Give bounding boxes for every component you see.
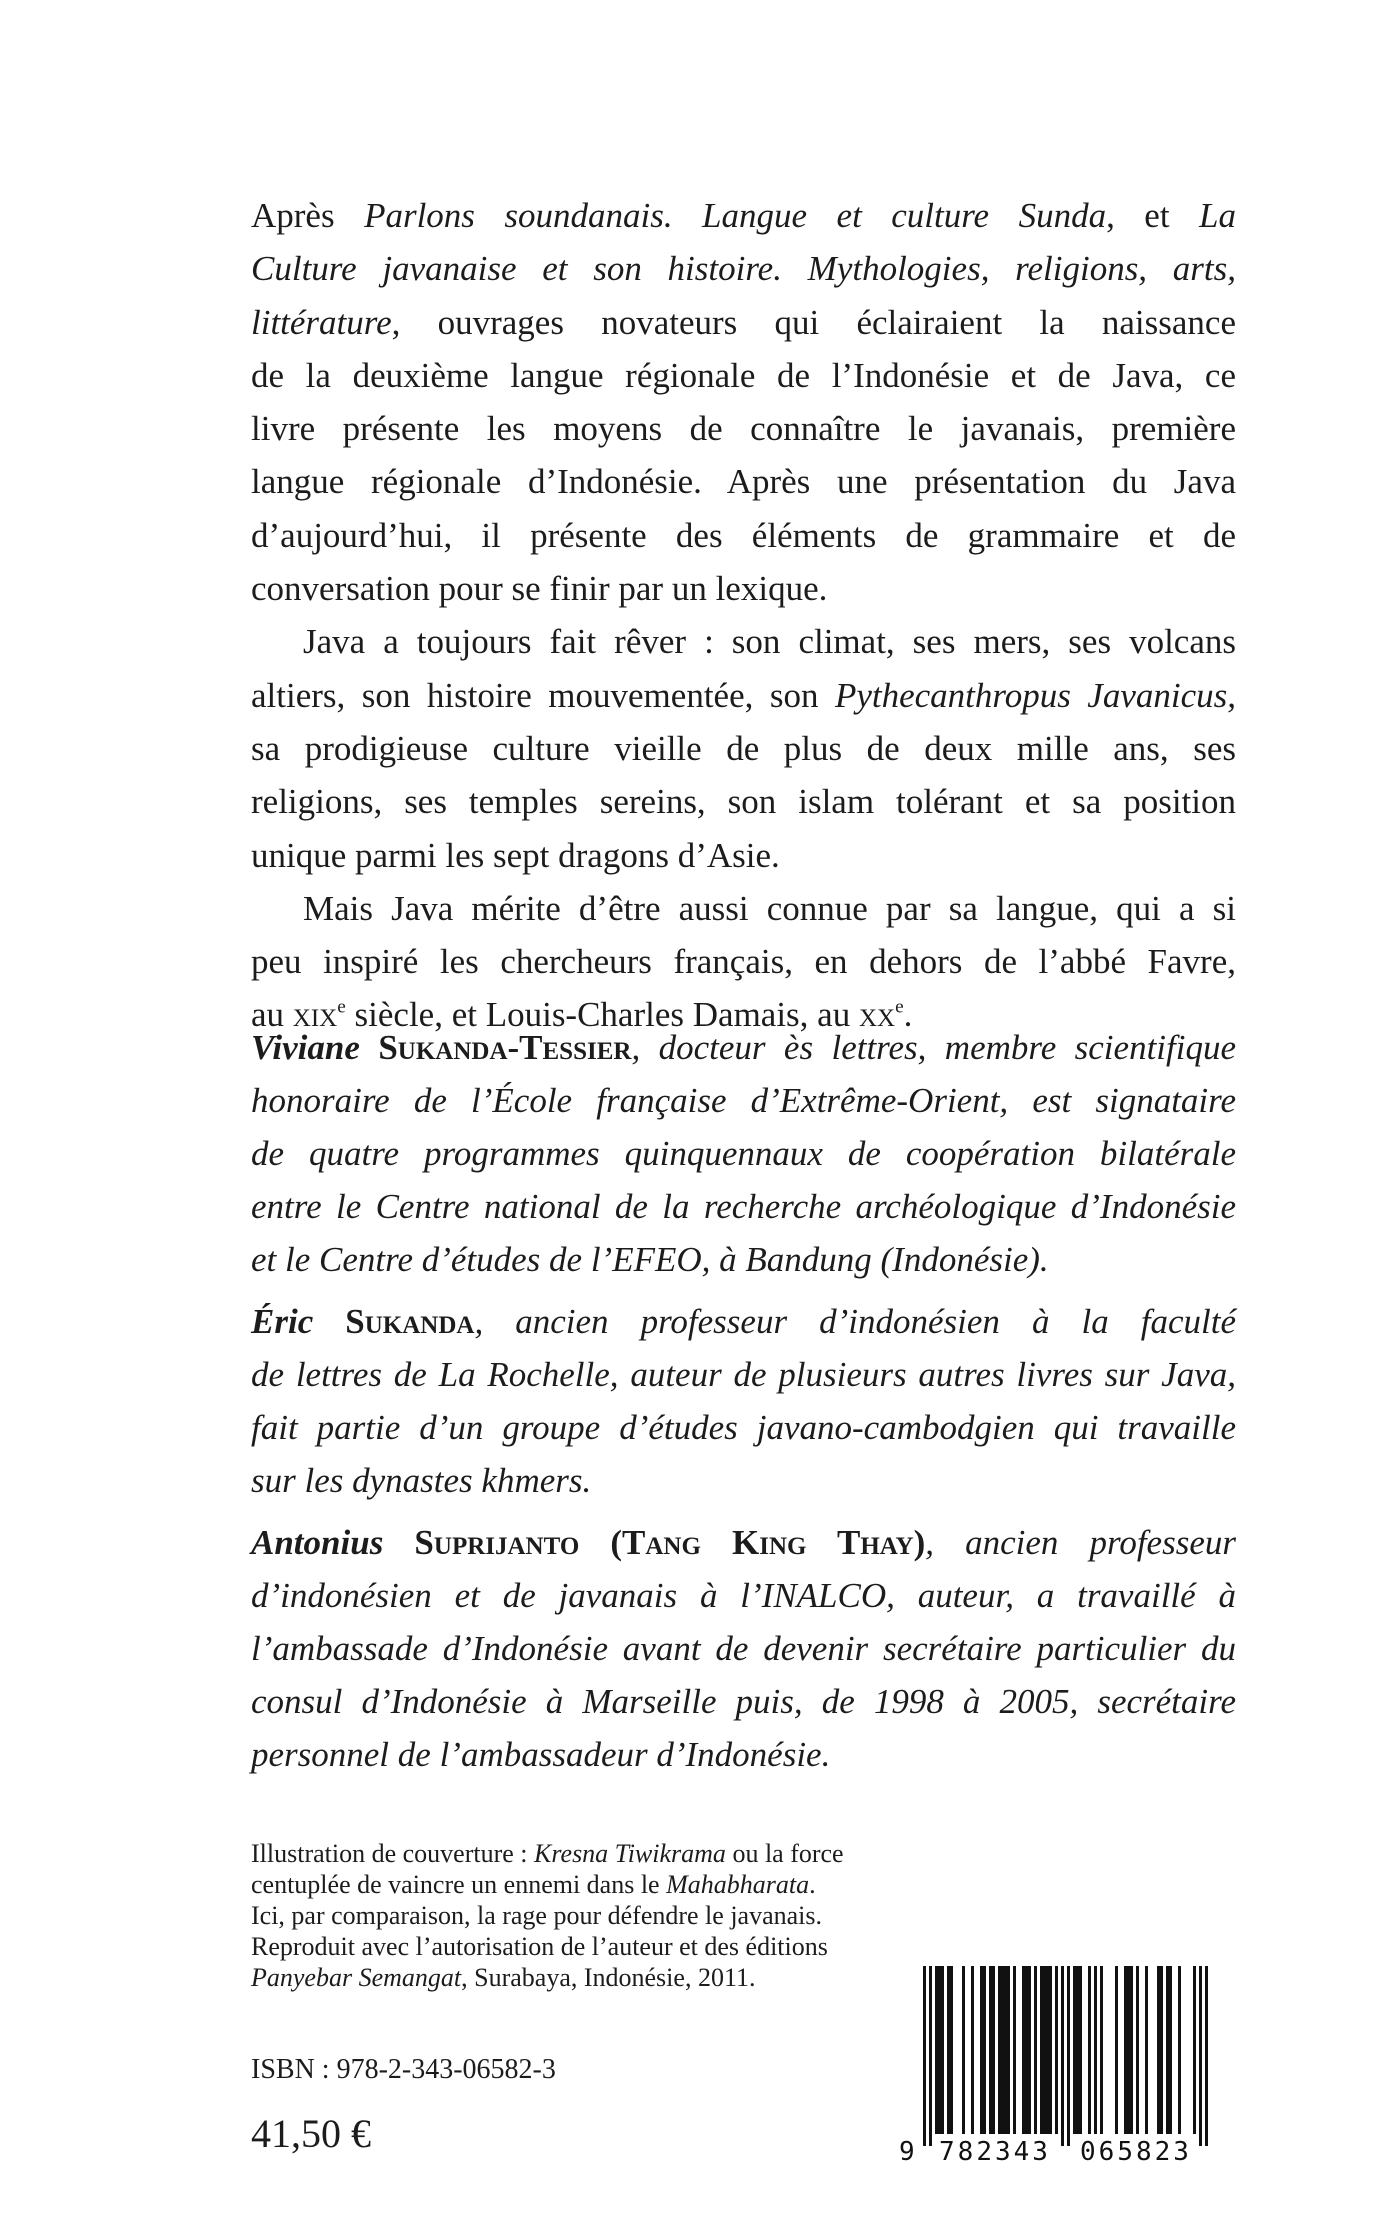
blurb-paragraph	[251, 189, 1236, 615]
barcode-digits-left: 782343	[939, 2137, 1051, 2167]
barcode-bar	[1034, 1966, 1037, 2134]
author-bio-viviane-sukanda-tessier	[251, 1021, 1236, 1286]
text-segment: Antonius	[251, 1523, 415, 1562]
barcode-bar	[980, 1966, 983, 2134]
text-segment: unique parmi les sept dragons d’Asie.	[251, 835, 780, 875]
text-segment: xx	[858, 995, 896, 1035]
text-line	[251, 1454, 1236, 1507]
text-line	[251, 775, 1236, 828]
text-segment: langue régionale d’Indonésie. Après une présentation du Java	[251, 462, 1236, 502]
barcode-bar	[923, 1966, 926, 2146]
text-segment: et le Centre d’études de l’EFEO, à Bandung (Indonésie).	[251, 1240, 1049, 1279]
barcode-bar	[1130, 1966, 1133, 2134]
barcode-bar	[1205, 1966, 1208, 2146]
text-segment: e	[337, 996, 346, 1018]
text-segment: Mahabharata	[666, 1870, 810, 1899]
text-segment: Reproduit avec l’autorisation de l’auteur et des éditions	[251, 1932, 828, 1961]
text-line	[251, 722, 1236, 775]
barcode-bar	[1199, 1966, 1202, 2146]
text-segment: fait partie d’un groupe d’études javano-cambodgien qui travaille	[251, 1408, 1236, 1447]
text-segment: d’indonésien et de javanais à l’INALCO, auteur, a travaillé à	[251, 1576, 1236, 1615]
barcode-bar	[1067, 1966, 1070, 2146]
barcode-bar	[1040, 1966, 1043, 2134]
text-segment: conversation pour se finir par un lexique.	[251, 569, 828, 609]
isbn: ISBN : 978-2-343-06582-3	[251, 2054, 556, 2085]
book-blurb	[251, 189, 1236, 1042]
text-line	[251, 1569, 1236, 1622]
blurb-paragraph	[251, 882, 1236, 1042]
text-segment: Suprijanto (Tang King Thay)	[414, 1523, 926, 1562]
text-segment: siècle, et Louis-Charles Damais, au	[345, 995, 859, 1035]
barcode-bar	[1013, 1966, 1016, 2134]
barcode-bar	[971, 1966, 974, 2134]
text-line	[251, 935, 1236, 988]
barcode-bar	[1127, 1966, 1130, 2134]
text-segment: ou la force	[725, 1839, 844, 1868]
text-line	[251, 402, 1236, 455]
barcode-bar	[1007, 1966, 1010, 2134]
text-segment: d’aujourd’hui, il présente des éléments de grammaire et de	[251, 515, 1236, 555]
text-segment: sa prodigieuse culture vieille de plus de deux mille ans, ses	[251, 728, 1236, 768]
text-line	[251, 1180, 1236, 1233]
barcode-bar	[1178, 1966, 1181, 2134]
barcode-bar	[1169, 1966, 1172, 2134]
text-line	[251, 1962, 844, 1993]
text-segment: Viviane	[251, 1028, 379, 1067]
text-line	[251, 829, 1236, 882]
barcode-bar	[1076, 1966, 1079, 2134]
text-segment: au	[251, 995, 293, 1035]
text-segment: altiers, son histoire mouvementée, son	[251, 675, 835, 715]
barcode-bar	[1022, 1966, 1025, 2134]
text-line	[251, 1900, 844, 1931]
text-line	[251, 1233, 1236, 1286]
text-segment: de lettres de La Rochelle, auteur de plusieurs autres livres sur Java,	[251, 1355, 1236, 1394]
author-bio-eric-sukanda	[251, 1295, 1236, 1507]
text-line	[251, 1931, 844, 1962]
barcode-digits-first: 9	[899, 2137, 915, 2167]
text-segment: , ouvrages novateurs qui éclairaient la naissance	[391, 302, 1236, 342]
barcode-bar	[1001, 1966, 1004, 2134]
barcode-bar	[1145, 1966, 1148, 2134]
barcode-bar	[1115, 1966, 1118, 2134]
text-line	[251, 455, 1236, 508]
text-line	[251, 562, 1236, 615]
text-segment: livre présente les moyens de connaître le javanais, première	[251, 409, 1236, 449]
text-segment: Culture javanaise et son histoire. Mythologies, religions, arts,	[251, 249, 1236, 289]
text-line	[251, 296, 1236, 349]
text-segment: personnel de l’ambassadeur d’Indonésie.	[251, 1735, 831, 1774]
text-segment: , Surabaya, Indonésie, 2011.	[461, 1963, 756, 1992]
barcode-bar	[1055, 1966, 1058, 2134]
barcode-bar	[989, 1966, 992, 2134]
barcode-bar	[938, 1966, 941, 2134]
text-segment: , ancien professeur d’indonésien à la faculté	[474, 1302, 1237, 1341]
barcode-bar	[1004, 1966, 1007, 2134]
text-line	[251, 1838, 844, 1869]
text-line	[251, 1622, 1236, 1675]
text-line	[251, 509, 1236, 562]
text-segment: e	[895, 996, 904, 1018]
text-segment: l’ambassade d’Indonésie avant de devenir secrétaire particulier du	[251, 1629, 1236, 1668]
text-line	[251, 615, 1236, 668]
barcode-bar	[1094, 1966, 1097, 2134]
barcode-bar	[947, 1966, 950, 2134]
barcode-bar	[1166, 1966, 1169, 2134]
text-segment: , et	[1106, 196, 1200, 235]
barcode-bar	[1046, 1966, 1049, 2134]
text-line	[251, 1074, 1236, 1127]
blurb-paragraph	[251, 615, 1236, 881]
text-segment: , docteur ès lettres, membre scientifique	[631, 1028, 1236, 1067]
text-segment: de la deuxième langue régionale de l’Indonésie et de Java, ce	[251, 355, 1236, 395]
barcode-bar	[1193, 1966, 1196, 2134]
text-segment: Après	[251, 196, 365, 235]
barcode-bar	[1028, 1966, 1031, 2134]
text-segment: religions, ses temples sereins, son islam tolérant et sa position	[251, 782, 1236, 822]
barcode-bar	[935, 1966, 938, 2134]
text-line	[251, 1295, 1236, 1348]
barcode-bar	[1157, 1966, 1160, 2134]
text-segment: Mais Java mérite d’être aussi connue par sa langue, qui a si	[303, 888, 1236, 928]
barcode-bar	[1124, 1966, 1127, 2134]
barcode-bar	[1049, 1966, 1052, 2134]
text-segment: Illustration de couverture :	[251, 1839, 535, 1868]
barcode-bar	[1061, 1966, 1064, 2146]
text-segment: La	[1199, 196, 1236, 235]
barcode-bar	[1100, 1966, 1103, 2134]
cover-illustration-credits	[251, 1838, 844, 1993]
text-segment: peu inspiré les chercheurs français, en dehors de l’abbé Favre,	[251, 942, 1236, 982]
barcode-bar	[950, 1966, 953, 2134]
text-segment: Panyebar Semangat	[251, 1963, 462, 1992]
text-line	[251, 1401, 1236, 1454]
barcode-bar	[1160, 1966, 1163, 2134]
barcode-bar	[983, 1966, 986, 2134]
price: 41,50 €	[251, 2111, 371, 2156]
text-segment: honoraire de l’École française d’Extrême-Orient, est signataire	[251, 1081, 1236, 1120]
text-segment: .	[903, 995, 913, 1035]
text-line	[251, 1021, 1236, 1074]
text-segment: centuplée de vaincre un ennemi dans le	[251, 1870, 667, 1899]
barcode-bar	[1025, 1966, 1028, 2134]
barcode-bar	[962, 1966, 965, 2134]
text-segment: Éric	[251, 1302, 346, 1341]
text-segment: Sukanda-Tessier	[378, 1028, 632, 1067]
text-segment: Kresna Tiwikrama	[534, 1839, 726, 1868]
text-line	[251, 189, 1236, 242]
text-line	[251, 669, 1236, 722]
text-segment: xix	[292, 995, 338, 1035]
barcode-bar	[1073, 1966, 1076, 2134]
barcode-bar	[1079, 1966, 1082, 2134]
text-segment: sur les dynastes khmers.	[251, 1461, 592, 1500]
text-segment: Sukanda	[345, 1302, 475, 1341]
text-line	[251, 1127, 1236, 1180]
text-line	[251, 1869, 844, 1900]
text-segment: de quatre programmes quinquennaux de coopération bilatérale	[251, 1134, 1236, 1173]
text-segment: littérature	[251, 302, 392, 342]
text-segment: Java a toujours fait rêver : son climat, ses mers, ses volcans	[303, 622, 1236, 662]
barcode-bar	[929, 1966, 932, 2146]
text-segment: , ancien professeur	[925, 1523, 1236, 1562]
text-line	[251, 1516, 1236, 1569]
text-segment: consul d’Indonésie à Marseille puis, de 1998 à 2005, secrétaire	[251, 1682, 1236, 1721]
text-line	[251, 882, 1236, 935]
barcode-bar	[992, 1966, 995, 2134]
text-line	[251, 242, 1236, 295]
barcode-digits-right: 065823	[1080, 2137, 1192, 2167]
text-segment: Parlons soundanais. Langue et culture Sunda	[364, 196, 1107, 235]
barcode-bar	[1043, 1966, 1046, 2134]
text-segment: entre le Centre national de la recherche archéologique d’Indonésie	[251, 1187, 1236, 1226]
text-line	[251, 349, 1236, 402]
barcode-bar	[1136, 1966, 1139, 2134]
text-line	[251, 1348, 1236, 1401]
text-line	[251, 1728, 1236, 1781]
isbn-barcode	[895, 1962, 1240, 2167]
text-line	[251, 1675, 1236, 1728]
text-segment: Ici, par comparaison, la rage pour défendre le javanais.	[251, 1901, 823, 1930]
author-bio-antonius-suprijanto	[251, 1516, 1236, 1781]
text-segment: .	[809, 1870, 816, 1899]
text-segment: Pythecanthropus Javanicus,	[834, 675, 1236, 715]
barcode-bar	[1088, 1966, 1091, 2134]
barcode-bar	[998, 1966, 1001, 2134]
barcode-bar	[941, 1966, 944, 2134]
